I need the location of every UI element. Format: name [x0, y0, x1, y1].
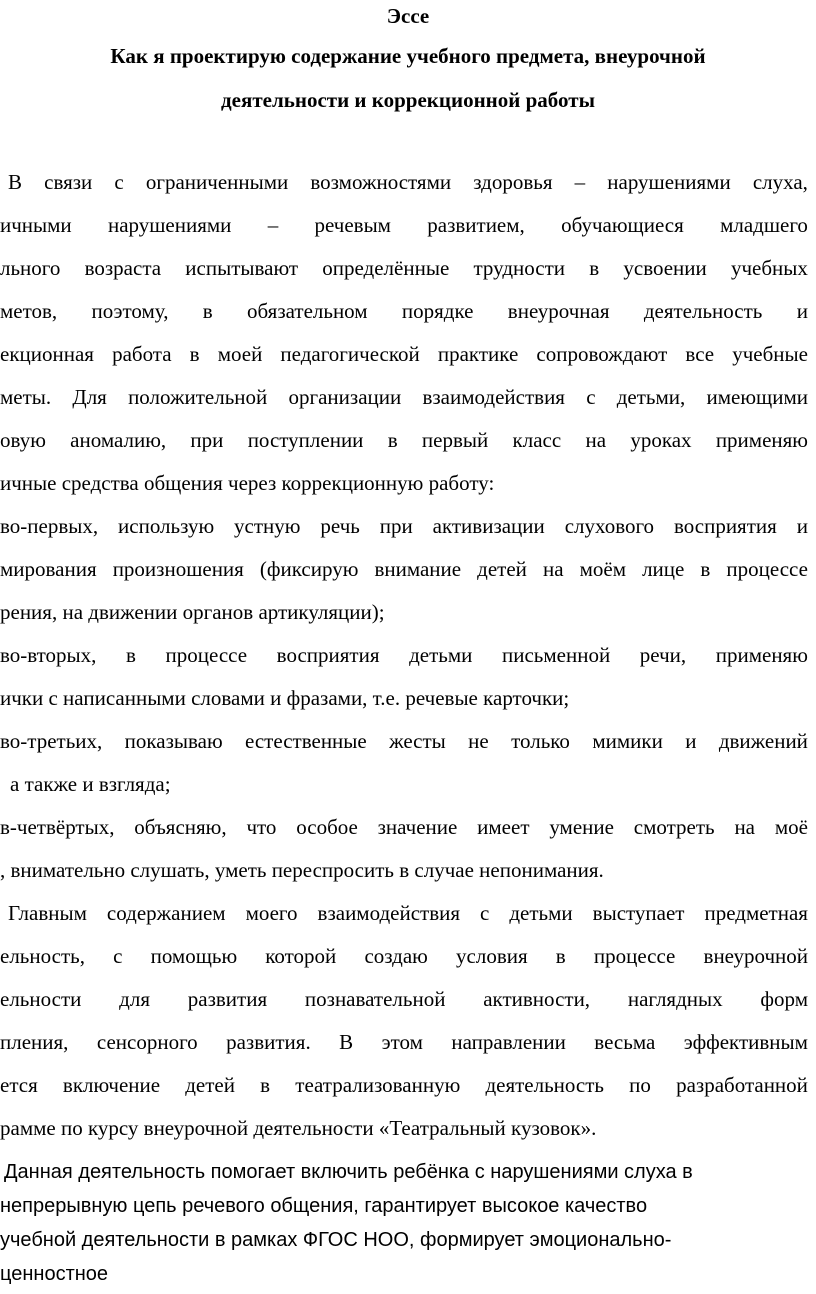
word: мимики — [592, 729, 663, 753]
word: с — [113, 944, 123, 968]
word: речь — [320, 514, 360, 538]
word: взаимодействия — [422, 385, 565, 409]
word: в — [202, 299, 213, 323]
word: льного — [0, 256, 61, 280]
word: поступлении — [247, 428, 364, 452]
essay-title: Эссе — [386, 4, 430, 28]
word: лице — [642, 557, 685, 581]
word: сенсорного — [96, 1030, 198, 1054]
word: детей — [477, 557, 527, 581]
list-item-line — [0, 512, 808, 540]
word: ельности — [0, 987, 82, 1011]
word: активности, — [483, 987, 591, 1011]
word: в — [589, 256, 600, 280]
essay-subtitle-line-2: деятельности и коррекционной работы — [221, 88, 595, 112]
paragraph-line: непрерывную цепь речевого общения, гарантирует высокое качество — [0, 1195, 648, 1217]
word: ется — [0, 1073, 38, 1097]
word: и — [796, 299, 808, 323]
word: при — [379, 514, 413, 538]
word: практике — [437, 342, 519, 366]
list-item-line — [0, 641, 808, 669]
word: моего — [245, 901, 298, 925]
word: эффективным — [683, 1030, 808, 1054]
word: здоровья — [473, 170, 553, 194]
list-item-line: ички с написанными словами и фразами, т.е. речевые карточки; — [0, 686, 570, 710]
word: по — [629, 1073, 651, 1097]
word: овую — [0, 428, 46, 452]
word: нарушениями — [107, 213, 232, 237]
word: и — [796, 514, 808, 538]
word: организации — [288, 385, 402, 409]
word: процессе — [726, 557, 808, 581]
word: на — [542, 557, 564, 581]
word: на — [585, 428, 607, 452]
word: обучающиеся — [561, 213, 684, 237]
word: развитием, — [427, 213, 525, 237]
word: применяю — [715, 428, 808, 452]
word: произношения — [112, 557, 244, 581]
word: речевым — [314, 213, 391, 237]
word: ограниченными — [145, 170, 289, 194]
paragraph-line — [0, 1071, 808, 1099]
word: уроках — [630, 428, 692, 452]
word: весьма — [594, 1030, 656, 1054]
word: сопровождают — [536, 342, 668, 366]
word: создаю — [364, 944, 428, 968]
paragraph-line — [0, 1028, 808, 1056]
word: во-третьих, — [0, 729, 103, 753]
word: письменной — [501, 643, 611, 667]
word: в — [387, 428, 398, 452]
word: взаимодействия — [317, 901, 461, 925]
word: младшего — [720, 213, 808, 237]
word: с — [114, 170, 124, 194]
word: объясняю, — [134, 815, 227, 839]
word: речи, — [639, 643, 687, 667]
word: (фиксирую — [259, 557, 359, 581]
word: – — [267, 213, 279, 237]
word: возраста — [84, 256, 162, 280]
paragraph-line — [0, 297, 808, 325]
paragraph-line — [8, 899, 808, 927]
word: детьми — [509, 901, 573, 925]
word: форм — [760, 987, 808, 1011]
word: при — [190, 428, 224, 452]
word: пления, — [0, 1030, 69, 1054]
word: все — [685, 342, 715, 366]
word: на — [734, 815, 755, 839]
list-item-line: , внимательно слушать, уметь переспросить в случае непонимания. — [0, 858, 604, 882]
word: имеет — [477, 815, 530, 839]
word: процессе — [593, 944, 676, 968]
paragraph-line — [0, 254, 808, 282]
word: порядке — [401, 299, 474, 323]
word: внеурочная — [507, 299, 610, 323]
word: умение — [549, 815, 614, 839]
word: возможностями — [310, 170, 452, 194]
word: смотреть — [633, 815, 715, 839]
word: помощью — [150, 944, 238, 968]
word: испытывают — [185, 256, 299, 280]
word: внимание — [374, 557, 462, 581]
word: особое — [296, 815, 358, 839]
word: обязательном — [247, 299, 368, 323]
word: работа — [112, 342, 172, 366]
word: наглядных — [627, 987, 723, 1011]
word: развития — [187, 987, 268, 1011]
word: устную — [234, 514, 301, 538]
word: слухового — [564, 514, 655, 538]
word: связи — [44, 170, 93, 194]
word: только — [511, 729, 570, 753]
list-item-line — [0, 555, 808, 583]
word: что — [246, 815, 277, 839]
paragraph-line — [0, 426, 808, 454]
word: нарушениями — [607, 170, 731, 194]
paragraph-line: учебной деятельности в рамках ФГОС НОО, формирует эмоционально- — [0, 1229, 672, 1251]
word: и — [685, 729, 697, 753]
word: движений — [718, 729, 808, 753]
paragraph-line: ичные средства общения через коррекционную работу: — [0, 471, 495, 495]
word: в — [260, 1073, 271, 1097]
essay-subtitle-line-1: Как я проектирую содержание учебного предмета, внеурочной — [110, 44, 706, 68]
word: в-четвёртых, — [0, 815, 115, 839]
word: детьми, — [616, 385, 686, 409]
word: положительной — [128, 385, 268, 409]
word: театрализованную — [295, 1073, 461, 1097]
word: – — [574, 170, 586, 194]
word: в — [700, 557, 711, 581]
word: выступает — [592, 901, 685, 925]
word: моё — [774, 815, 808, 839]
word: содержанием — [106, 901, 226, 925]
word: екционная — [0, 342, 94, 366]
list-item-line — [0, 813, 808, 841]
paragraph-line — [8, 168, 808, 196]
word: учебные — [732, 342, 808, 366]
word: которой — [265, 944, 337, 968]
word: В — [8, 170, 23, 194]
word: направлении — [451, 1030, 566, 1054]
list-item-line: а также и взгляда; — [10, 772, 171, 796]
word: моём — [579, 557, 627, 581]
paragraph-line: Данная деятельность помогает включить ребёнка с нарушениями слуха в — [4, 1161, 693, 1183]
word: использую — [118, 514, 215, 538]
word: включение — [62, 1073, 161, 1097]
word: В — [339, 1030, 354, 1054]
word: познавательной — [304, 987, 446, 1011]
word: Главным — [8, 901, 87, 925]
word: предметная — [704, 901, 808, 925]
word: ичными — [0, 213, 72, 237]
word: поэтому, — [91, 299, 169, 323]
word: условия — [456, 944, 528, 968]
word: процессе — [165, 643, 248, 667]
word: этом — [381, 1030, 423, 1054]
word: класс — [512, 428, 562, 452]
word: с — [480, 901, 490, 925]
word: развития. — [226, 1030, 311, 1054]
paragraph-line — [0, 211, 808, 239]
word: восприятия — [673, 514, 777, 538]
word: активизации — [432, 514, 545, 538]
word: Для — [72, 385, 107, 409]
word: в — [126, 643, 136, 667]
word: с — [586, 385, 596, 409]
word: в — [555, 944, 566, 968]
word: не — [468, 729, 489, 753]
paragraph-line — [0, 985, 808, 1013]
word: первый — [421, 428, 489, 452]
paragraph-line: ценностное — [0, 1263, 109, 1285]
word: во-вторых, — [0, 643, 97, 667]
word: детьми — [409, 643, 473, 667]
paragraph-line — [0, 383, 808, 411]
word: деятельность — [643, 299, 763, 323]
word: усвоении — [623, 256, 707, 280]
word: естественные — [245, 729, 367, 753]
word: жесты — [389, 729, 446, 753]
word: трудности — [473, 256, 566, 280]
word: слуха, — [752, 170, 808, 194]
word: меты. — [0, 385, 52, 409]
word: определённые — [322, 256, 450, 280]
word: в — [189, 342, 200, 366]
paragraph-line — [0, 942, 808, 970]
paragraph-line — [0, 340, 808, 368]
list-item-line — [0, 727, 808, 755]
word: мирования — [0, 557, 97, 581]
word: ельность, — [0, 944, 85, 968]
word: учебных — [730, 256, 808, 280]
word: восприятия — [276, 643, 380, 667]
word: разработанной — [676, 1073, 808, 1097]
word: показываю — [124, 729, 223, 753]
list-item-line: рения, на движении органов артикуляции); — [0, 600, 385, 624]
word: деятельность — [485, 1073, 604, 1097]
word: детей — [185, 1073, 235, 1097]
word: педагогической — [280, 342, 420, 366]
word: применяю — [715, 643, 808, 667]
word: моей — [217, 342, 263, 366]
paragraph-line: рамме по курсу внеурочной деятельности «Театральный кузовок». — [0, 1116, 597, 1140]
word: имеющими — [706, 385, 808, 409]
word: для — [119, 987, 150, 1011]
word: аномалию, — [70, 428, 167, 452]
word: во-первых, — [0, 514, 99, 538]
word: метов, — [0, 299, 58, 323]
word: значение — [377, 815, 458, 839]
word: внеурочной — [703, 944, 808, 968]
